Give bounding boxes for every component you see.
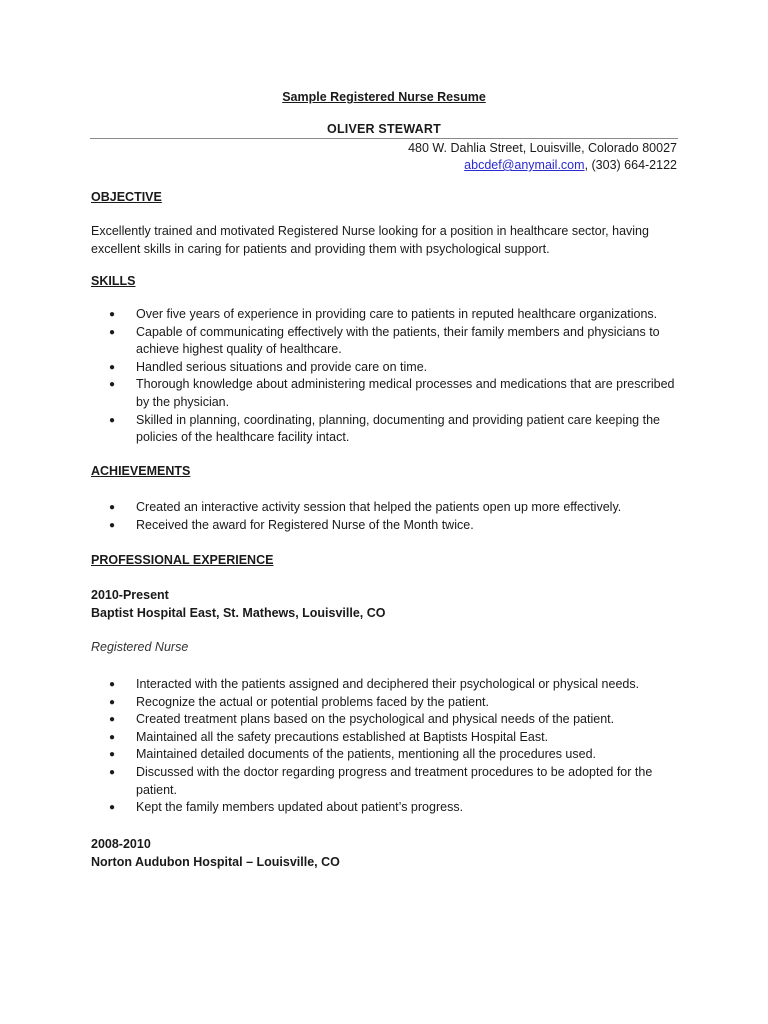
contact-email-phone [464,158,677,172]
header-divider [90,138,678,139]
document-title: Sample Registered Nurse Resume [282,90,486,104]
list-item-text: Received the award for Registered Nurse of the Month twice. [136,517,474,532]
email-link[interactable]: abcdef@anymail.com [464,158,585,172]
job-role: Registered Nurse [91,640,189,654]
list-item [109,412,679,447]
list-item-text: Maintained detailed documents of the patients, mentioning all the procedures used. [136,747,597,762]
list-item [109,359,679,377]
experience-heading: PROFESSIONAL EXPERIENCE [91,553,274,567]
list-item [109,306,679,324]
bullet-icon: ● [109,766,116,778]
list-item-text: Created treatment plans based on the psychological and physical needs of the patient. [136,712,615,727]
bullet-icon: ● [109,309,116,320]
bullet-icon: ● [109,502,116,513]
achievements-heading: ACHIEVEMENTS [91,464,191,478]
list-item [109,676,679,694]
list-item [109,729,679,747]
list-item-text: Interacted with the patients assigned and deciphered their psychological or physical needs. [136,677,640,691]
bullet-icon: ● [109,802,116,814]
list-item [109,711,679,729]
bullet-icon: ● [109,379,116,391]
bullet-icon: ● [109,749,116,761]
list-item [109,517,679,535]
objective-heading: OBJECTIVE [91,190,162,204]
contact-address: 480 W. Dahlia Street, Louisville, Colorado 80027 [408,141,677,155]
list-item [109,694,679,712]
list-item-text: Thorough knowledge about administering medical processes and medications that are prescribed by the physician. [136,377,675,409]
list-item [109,324,679,359]
list-item-text: Handled serious situations and provide care on time. [136,359,428,374]
contact-phone: , (303) 664-2122 [584,158,677,172]
list-item [109,764,679,799]
job-period: 2010-Present [91,588,169,602]
list-item-text: Kept the family members updated about patient’s progress. [136,800,464,815]
duties-list [109,676,679,817]
list-item-text: Discussed with the doctor regarding progress and treatment procedures to be adopted for the patient. [136,764,653,797]
objective-text: Excellently trained and motivated Registered Nurse looking for a position in healthcare sector, having excellent skills in caring for patients and providing them with psychological support. [91,224,649,256]
list-item-text: Created an interactive activity session that helped the patients open up more effectively. [136,500,622,514]
bullet-icon: ● [109,519,116,531]
list-item-text: Over five years of experience in providing care to patients in reputed healthcare organizations. [136,307,658,321]
job-employer: Norton Audubon Hospital – Louisville, CO [91,855,340,869]
list-item-text: Skilled in planning, coordinating, planning, documenting and providing patient care keeping the policies of the healthcare facility intact. [136,412,660,445]
candidate-name: OLIVER STEWART [327,122,441,136]
bullet-icon: ● [109,731,116,743]
bullet-icon: ● [109,361,116,373]
list-item-text: Capable of communicating effectively with the patients, their family members and physicians to achieve highest quality of healthcare. [136,324,660,357]
list-item [109,376,679,411]
job-period: 2008-2010 [91,837,151,851]
list-item [109,499,679,517]
skills-heading: SKILLS [91,274,136,288]
list-item-text: Maintained all the safety precautions established at Baptists Hospital East. [136,729,549,744]
bullet-icon: ● [109,696,116,708]
bullet-icon: ● [109,679,116,690]
list-item-text: Recognize the actual or potential problems faced by the patient. [136,694,489,709]
list-item [109,746,679,764]
bullet-icon: ● [109,414,116,426]
bullet-icon: ● [109,326,116,338]
achievements-list [109,499,679,534]
job-employer: Baptist Hospital East, St. Mathews, Louisville, CO [91,606,386,620]
bullet-icon: ● [109,714,116,726]
list-item [109,799,679,817]
skills-list [109,306,679,447]
